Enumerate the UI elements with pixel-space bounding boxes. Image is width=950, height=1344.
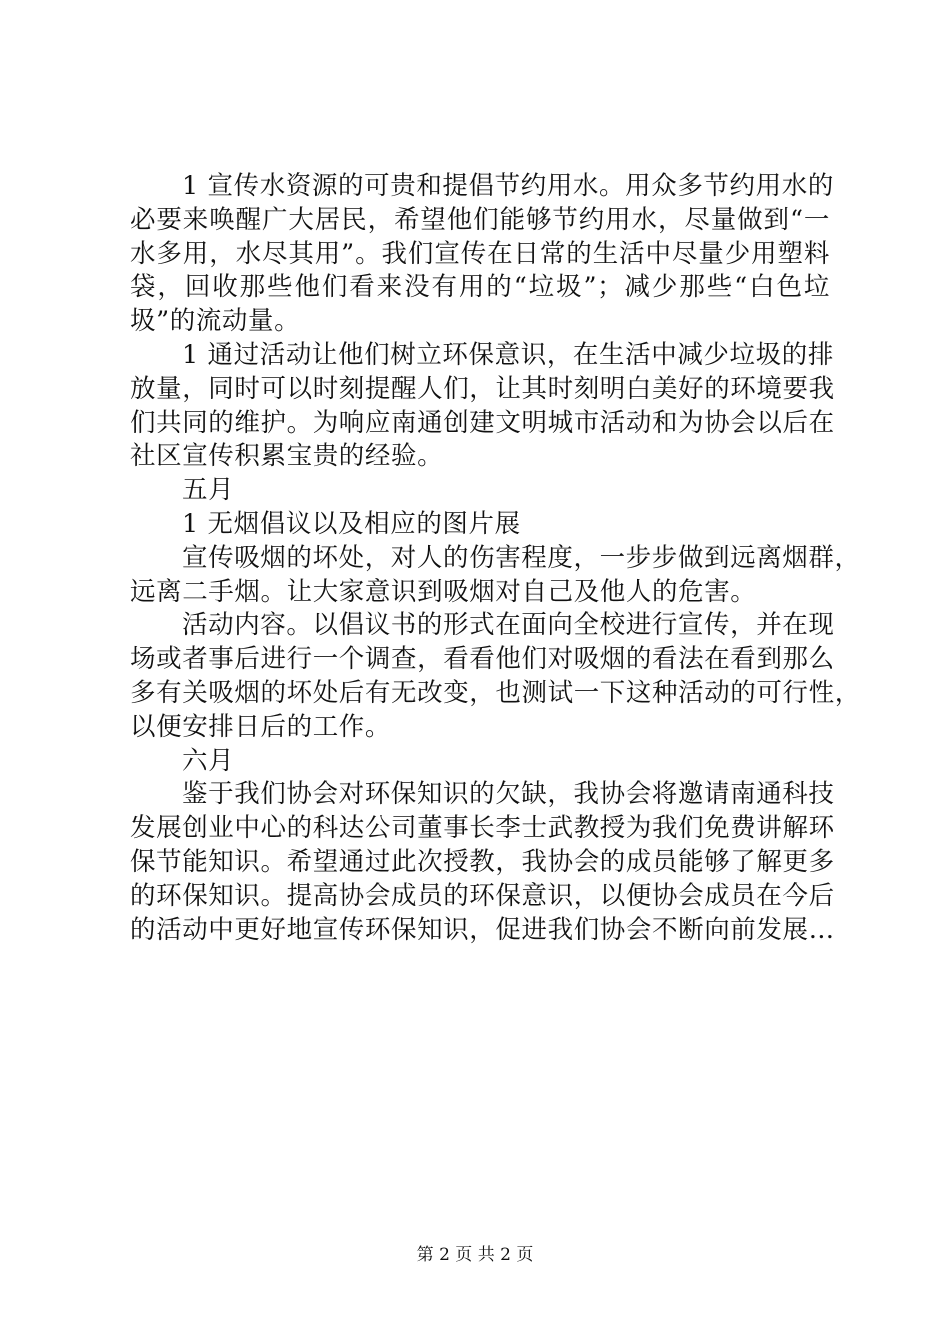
text-line: 鉴于我们协会对环保知识的欠缺，我协会将邀请南通科技	[182, 779, 835, 810]
text-line: 圾”的流动量。	[130, 306, 301, 337]
text-line: 放量，同时可以时刻提醒人们，让其时刻明白美好的环境要我	[130, 373, 835, 404]
text-line: 多有关吸烟的坏处后有无改变，也测试一下这种活动的可行性，	[130, 677, 861, 708]
text-line: 六月	[182, 745, 235, 776]
text-line: 的环保知识。提高协会成员的环保意识，以便协会成员在今后	[130, 880, 835, 911]
text-line: 们共同的维护。为响应南通创建文明城市活动和为协会以后在	[130, 407, 835, 438]
page-number-footer: 第 2 页 共 2 页	[416, 1245, 534, 1265]
text-line: 必要来唤醒广大居民，希望他们能够节约用水，尽量做到“一	[130, 204, 830, 235]
text-line: 以便安排日后的工作。	[130, 711, 392, 742]
document-body	[130, 170, 861, 947]
text-line: 1 宣传水资源的可贵和提倡节约用水。用众多节约用水的	[182, 171, 834, 201]
text-line: 活动内容。以倡议书的形式在面向全校进行宣传，并在现	[182, 610, 835, 641]
text-line: 保节能知识。希望通过此次授教，我协会的成员能够了解更多	[130, 846, 835, 877]
text-line: 远离二手烟。让大家意识到吸烟对自己及他人的危害。	[130, 576, 757, 607]
text-line: 五月	[182, 475, 235, 506]
text-line: 1 通过活动让他们树立环保意识，在生活中减少垃圾的排	[182, 339, 834, 370]
text-line: 发展创业中心的科达公司董事长李士武教授为我们免费讲解环	[130, 813, 835, 844]
text-line: 宣传吸烟的坏处，对人的伤害程度，一步步做到远离烟群，	[182, 542, 861, 573]
text-line: 场或者事后进行一个调查，看看他们对吸烟的看法在看到那么	[130, 644, 835, 675]
text-line: 1 无烟倡议以及相应的图片展	[182, 508, 521, 539]
text-line: 的活动中更好地宣传环保知识，促进我们协会不断向前发展…	[130, 914, 835, 945]
text-line: 水多用，水尽其用”。我们宣传在日常的生活中尽量少用塑料	[130, 238, 830, 269]
text-line: 社区宣传积累宝贵的经验。	[130, 441, 444, 472]
text-line: 袋，回收那些他们看来没有用的“垃圾”；减少那些“白色垃	[130, 272, 830, 303]
